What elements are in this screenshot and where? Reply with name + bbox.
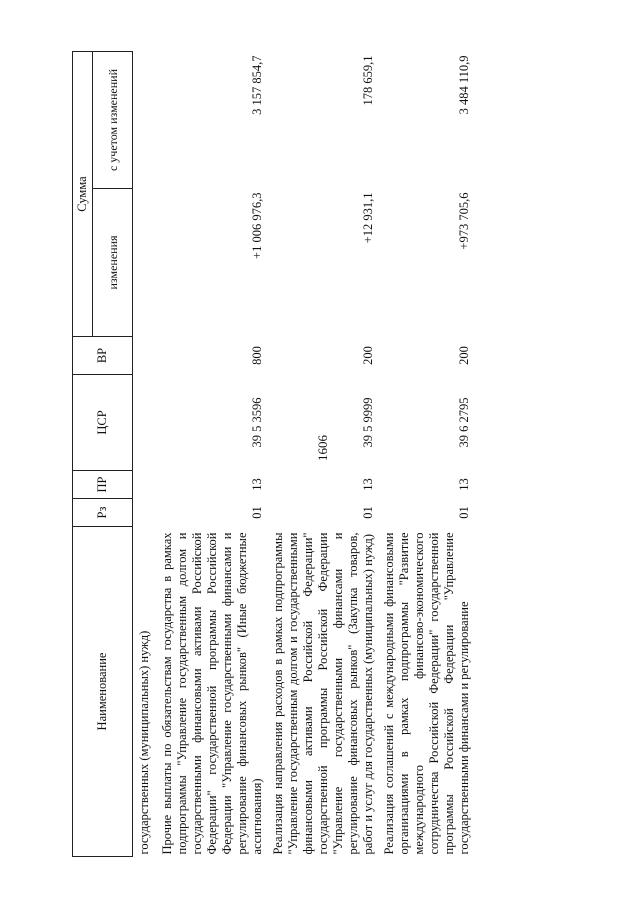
header-csr: ЦСР [73, 375, 133, 471]
header-vr: ВР [73, 337, 133, 375]
row-csr: 39 5 9999 [361, 397, 375, 448]
row-vr: 800 [250, 346, 264, 365]
row-pr: 13 [361, 478, 375, 491]
rotated-page-container [72, 52, 572, 857]
table-header [73, 52, 133, 857]
row-total: 3 484 110,9 [457, 55, 471, 115]
row-csr: 39 6 2795 [457, 397, 471, 448]
header-with-changes: с учетом изменений [93, 52, 133, 189]
row-pr: 13 [250, 478, 264, 491]
row-name: Прочие выплаты по обязательствам государства в рамках подпрограммы "Управление государственным долгом и государственными финансовыми активами Российской Федерации" государственной программы Российской Федерации "Управление государственными финансами и регулирование финансовых рынков" (Иные бюджетные ассигнования) [160, 532, 264, 855]
row-vr: 200 [361, 346, 375, 365]
row-name: Реализация соглашений с международными финансовыми организациями в рамках подпрограммы "Развитие международного финансово-экономического сотрудничества Российской Федерации" государственной программы Российской Федерации "Управление государственными финансами и регулирование [382, 532, 471, 855]
rotated-table-frame [72, 52, 572, 857]
row-total: 3 157 854,7 [250, 55, 264, 115]
header-changes: изменения [93, 189, 133, 337]
continuation-text: государственных (муниципальных) нужд) [137, 630, 151, 855]
header-pr: ПР [73, 471, 133, 499]
row-changes: +1 006 976,3 [250, 192, 264, 259]
page-number: 1606 [315, 435, 330, 461]
row-pr: 13 [457, 478, 471, 491]
row-vr: 200 [457, 346, 471, 365]
budget-table [72, 51, 478, 857]
header-rz: Рз [73, 499, 133, 527]
table-row [160, 52, 271, 857]
row-total: 178 659,1 [361, 55, 375, 106]
row-changes: +973 705,6 [457, 192, 471, 250]
table-row [382, 52, 478, 857]
table-row [271, 52, 382, 857]
row-changes: +12 931,1 [361, 192, 375, 244]
row-rz: 01 [250, 506, 264, 519]
row-rz: 01 [457, 506, 471, 519]
header-sum: Сумма [73, 52, 93, 337]
row-rz: 01 [361, 506, 375, 519]
table-row [133, 52, 161, 857]
row-csr: 39 5 3596 [250, 397, 264, 448]
header-name: Наименование [73, 527, 133, 857]
row-name: Реализация направления расходов в рамках подпрограммы "Управление государственным долгом и государственными финансовыми активами Российской Федерации" государственной программы Российской Федерации "Управление государственными финансами и регулирование финансовых рынков" (Закупка товаров, работ и услуг для государственных (муниципальных) нужд) [271, 532, 375, 855]
